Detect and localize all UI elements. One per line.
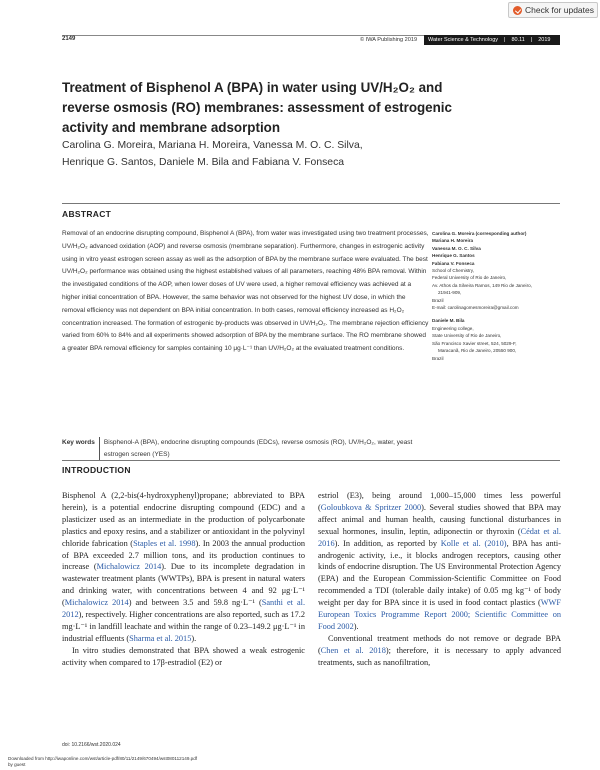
affil-line: Engineering college, xyxy=(432,325,474,331)
journal-name: Water Science & Technology xyxy=(428,37,499,43)
citation-link[interactable]: Michalowicz 2014 xyxy=(64,598,129,608)
affil-line: State University of Rio de Janeiro, xyxy=(432,333,502,339)
affil-line: Henrique G. Santos xyxy=(432,253,475,259)
keywords-text: Bisphenol-A (BPA), endocrine disrupting compounds (EDCs), reverse osmosis (RO), UV/H₂O₂, water, yeast estrogen screen (YES) xyxy=(103,439,413,458)
keywords-label: Key words xyxy=(62,437,100,461)
affil-email: E-mail: carolinagomesmoreira@gmail.com xyxy=(432,305,519,311)
citation-link[interactable]: Staples et al. 1998 xyxy=(133,538,196,548)
intro-column-right xyxy=(318,490,561,669)
affil-line: Maracanã, Rio de Janeiro, 20550 900, xyxy=(438,348,517,354)
affil-line: Vanessa M. O. C. Silva xyxy=(432,245,481,251)
citation-link[interactable]: Kolle et al. (2010) xyxy=(440,538,507,548)
journal-bar xyxy=(424,35,560,45)
article-title: Treatment of Bisphenol A (BPA) in water using UV/H₂O₂ and reverse osmosis (RO) membranes: assessment of estrogenic activity and membrane adsorption xyxy=(62,80,452,135)
affil-line: School of Chemistry, xyxy=(432,268,475,274)
paragraph: Bisphenol A (2,2-bis(4-hydroxyphenyl)propane; abbreviated to BPA herein), is a potential endocrine disrupting compound (EDC) and a plasticizer used as an intermediate in the production of polycarbonate plastics and epoxy resins, and a stabilizer or antioxidant in the polyvinyl chloride fabrication (Staples et al. 1998). In 2003 the annual production of BPA exceeded 2.7 million tons, and its production continues to increase (Michalowicz 2014). Due to its incomplete degradation in wastewater treatment plants (WWTPs), BPA is present in natural waters and drinking water, with concentrations between 4 and 92 μg·L⁻¹ (Michalowicz 2014) and between 3.5 and 59.8 ng·L⁻¹ (Santhi et al. 2012), respectively. Higher concentrations are also reported, such as 17.2 mg·L⁻¹ in landfill leachate and within the range of 0.23–149.2 μg·L⁻¹ in industrial effluents (Sharma et al. 2015). xyxy=(62,491,306,643)
introduction-heading: INTRODUCTION xyxy=(62,465,131,475)
page-number: 2149 xyxy=(62,36,76,42)
check-updates-icon xyxy=(513,6,522,15)
author-line: Henrique G. Santos, Daniele M. Bila and Fabiana V. Fonseca xyxy=(62,157,345,168)
affil-line: São Francisco Xavier street, 524, 5029-F, xyxy=(432,340,517,346)
download-notice xyxy=(8,756,197,768)
divider: | xyxy=(504,37,506,43)
affil-line: Daniele M. Bila xyxy=(432,318,465,324)
journal-year: 2019 xyxy=(538,37,551,43)
volume-issue: 80.11 xyxy=(511,37,525,43)
keywords xyxy=(62,437,430,461)
citation-link[interactable]: Santhi et al. 2012 xyxy=(62,598,306,620)
citation-link[interactable]: Goloubkova & Spritzer 2000 xyxy=(320,502,422,512)
section-rule xyxy=(62,203,560,204)
copyright: © IWA Publishing 2019 xyxy=(360,37,418,43)
affil-line: Federal University of Rio de Janeiro, xyxy=(432,275,507,281)
paragraph: In vitro studies demonstrated that BPA showed a weak estrogenic activity when compared to 17β-estradiol (E2) or xyxy=(62,645,305,667)
affiliations xyxy=(432,230,562,362)
citation-link[interactable]: WWF European Toxics Programme Report 2000; Scientific Committee on Food 2002 xyxy=(318,598,561,631)
affil-line: Av. Athos da Silveira Ramos, 149 Rio de Janeiro, xyxy=(432,282,532,288)
download-line: by guest xyxy=(8,762,26,767)
download-line: Downloaded from http://iwaponline.com/wst/article-pdf/80/11/2149/670494/wst080112149.pdf xyxy=(8,756,198,761)
abstract-text: Removal of an endocrine disrupting compound, Bisphenol A (BPA), from water was investigated using two treatment processes, UV/H₂O₂ advanced oxidation (AOP) and reverse osmosis (membrane separation). Furthermore, changes in estrogenic activity using in vitro yeast estrogen screen assay as well as the adsorption of BPA by the membrane surface were evaluated. The best UV/H₂O₂ performance was obtained using the highest established values of all parameters, reaching 48% BPA removal. Within the investigated conditions of the AOP, when lower doses of UV were used, a higher removal efficiency was achieved at a higher initial concentration of BPA. However, the same behavior was not observed for the highest UV dose, in which the removal efficiency was not dependent on BPA initial concentration. In both cases, removal efficiency increased as H₂O₂ concentration increased. The formation of estrogenic by-products was observed in UV/H₂O₂. The membrane rejection efficiency varied from 60% to 84% and all experiments showed adsorption of BPA by the membrane surface. The RO membrane showed a greater BPA removal efficiency for samples containing 10 μg·L⁻¹ than UV/H₂O₂ at the evaluated treatment conditions. xyxy=(62,230,429,353)
citation-link[interactable]: Chen et al. 2018 xyxy=(320,645,386,655)
doi: doi: 10.2166/wst.2020.024 xyxy=(62,742,121,748)
paragraph: estriol (E3), being around 1,000–15,000 times less powerful (Goloubkova & Spritzer 2000). Several studies showed that BPA may affect animal and human health, causing functional disturbances in sexual hormones, insulin, leptin, adiponectin or thyroxin (Cédat et al. 2016). In addition, as reported by Kolle et al. (2010), BPA has anti-androgenic activity, i.e., it blocks androgen receptors, causing other kinds of endocrine disruption. The US Environmental Protection Agency (EPA) and the European Commission-Scientific Committee on Food recommended a TDI (tolerable daily intake) of 0.05 mg kg⁻¹ of body weight per day for BPA since it is used in food contact plastics (WWF European Toxics Programme Report 2000; Scientific Committee on Food 2002). xyxy=(318,491,562,631)
affil-line: Brazil xyxy=(432,297,444,303)
divider: | xyxy=(530,37,533,43)
intro-column-left xyxy=(62,490,305,669)
affil-line: Brazil xyxy=(432,355,444,361)
abstract-heading: ABSTRACT xyxy=(62,209,112,219)
section-rule xyxy=(62,460,560,461)
citation-link[interactable]: Sharma et al. 2015 xyxy=(129,633,192,643)
affil-line: Carolina G. Moreira (corresponding author) xyxy=(432,231,527,236)
author-list xyxy=(62,137,482,171)
check-for-updates-label: Check for updates xyxy=(525,5,594,15)
citation-link[interactable]: Cédat et al. 2016 xyxy=(318,526,561,548)
affil-line: 21941-909, xyxy=(438,290,462,296)
author-line: Carolina G. Moreira, Mariana H. Moreira, Vanessa M. O. C. Silva, xyxy=(62,140,363,151)
check-for-updates-button[interactable] xyxy=(508,2,598,18)
paragraph: Conventional treatment methods do not remove or degrade BPA (Chen et al. 2018); therefore, it is necessary to apply advanced treatments, such as nanofiltration, xyxy=(318,633,561,667)
citation-link[interactable]: Michalowicz 2014 xyxy=(96,562,162,572)
affil-line: Mariana H. Moreira xyxy=(432,238,474,244)
affil-line: Fabiana V. Fonseca xyxy=(432,260,475,266)
